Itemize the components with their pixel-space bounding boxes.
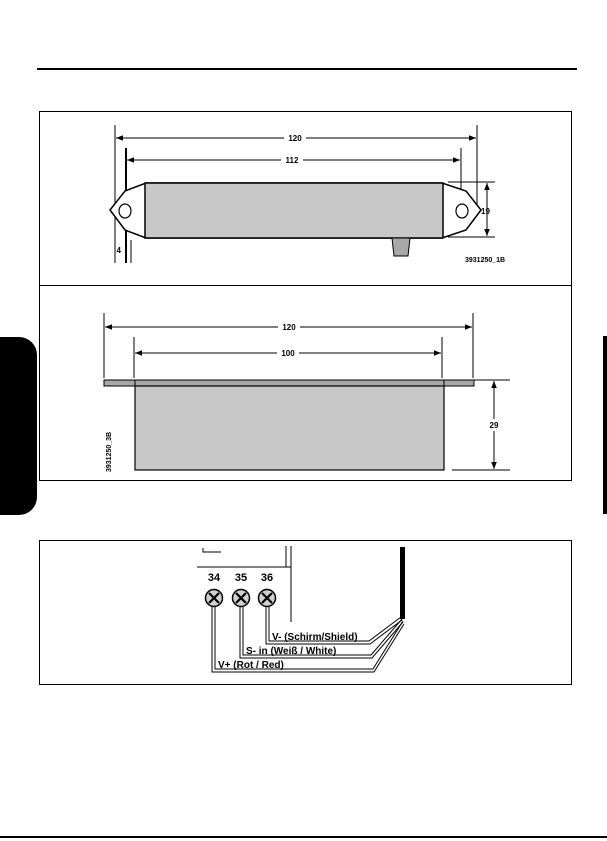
drawing-code-side: 3931250_3B xyxy=(106,431,113,472)
wire-label-s-in: S- in (Weiß / White) xyxy=(246,646,337,657)
dim-hole-spacing: 112 xyxy=(285,156,299,165)
terminal-screw-34 xyxy=(206,590,223,607)
dim-offset: 4 xyxy=(116,246,121,255)
mounting-flange xyxy=(104,380,474,386)
mounting-hole-left xyxy=(119,204,131,218)
top-view xyxy=(110,125,505,264)
wire-label-v-minus: V- (Schirm/Shield) xyxy=(272,632,358,643)
terminal-36-label: 36 xyxy=(260,572,274,584)
dim-overall-top: 120 xyxy=(288,134,302,143)
sensor-body-top xyxy=(145,183,443,238)
terminal-screw-36 xyxy=(259,590,276,607)
terminal-34-label: 34 xyxy=(207,572,221,584)
mounting-hole-right xyxy=(456,204,468,218)
sensor-body-side xyxy=(135,386,444,470)
cable-outlet xyxy=(392,238,410,256)
wiring-diagram xyxy=(197,546,405,672)
wire-label-v-plus: V+ (Rot / Red) xyxy=(218,660,284,671)
side-view xyxy=(104,313,510,472)
sensor-cable xyxy=(400,547,405,619)
dim-overall-side: 120 xyxy=(282,323,296,332)
dim-body-side: 100 xyxy=(281,349,295,358)
dim-height-top: 19 xyxy=(481,207,490,216)
dim-height-side: 29 xyxy=(489,421,499,430)
drawing-code-top: 3931250_1B xyxy=(465,257,506,264)
terminal-35-label: 35 xyxy=(234,572,248,584)
terminal-screw-35 xyxy=(233,590,250,607)
